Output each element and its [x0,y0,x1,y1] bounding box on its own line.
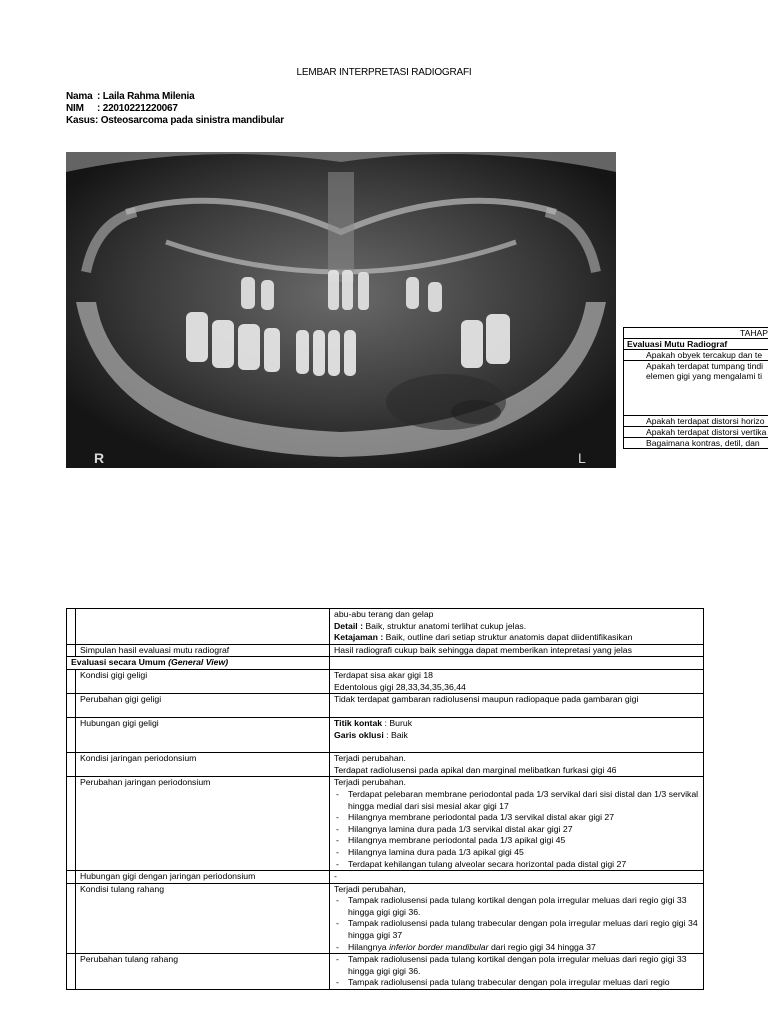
list-item: - Hilangnya lamina dura pada 1/3 servikal distal akar gigi 27 [334,824,699,836]
list-item: - Terdapat pelebaran membrane periodontal pada 1/3 servikal dari sisi distal dan 1/3 servikal hingga medial dari sisi mesial akar gigi 17 [334,789,699,812]
patient-info [66,91,284,127]
table-row: Perubahan jaringan periodonsium Terjadi perubahan. - Terdapat pelebaran membrane periodontal pada 1/3 servikal dari sisi distal dan 1/3 servikal hingga medial dari sisi mesial akar gigi 17 - Hilangnya membrane periodontal pada 1/3 servikal distal akar gigi 27 - Hilangnya lamina dura pada 1/3 servikal distal akar gigi 27 - Hilangnya membrane periodontal pada 1/3 apikal gigi 45 - Hilangnya lamina dura pada 1/3 apikal gigi 45 - Terdapat kehilangan tulang alveolar secara horizontal pada distal gigi 27 [67,777,704,871]
table-row: Kondisi gigi geligi Terdapat sisa akar gigi 18 Edentolous gigi 28,33,34,35,36,44 [67,669,704,693]
partial-row: Apakah obyek tercakup dan te [624,350,768,361]
partial-table-header: TAHAP [624,328,768,339]
table-row: Hubungan gigi dengan jaringan periodonsium - [67,871,704,884]
list-item: - Hilangnya lamina dura pada 1/3 apikal gigi 45 [334,847,699,859]
panoramic-radiograph [66,152,616,468]
nim-label: NIM [66,103,84,114]
partial-row: Apakah terdapat distorsi vertika [624,427,768,438]
nama-label: Nama [66,91,93,102]
kasus-value: : Osteosarcoma pada sinistra mandibular [95,115,284,126]
list-item: - Tampak radiolusensi pada tulang kortikal dengan pola irregular meluas dari regio gigi 33 hingga gigi gigi 36. [334,895,699,918]
partial-table-section: Evaluasi Mutu Radiograf [624,339,768,350]
partial-row: Apakah terdapat tumpang tindi elemen gigi yang mengalami ti [624,361,768,416]
table-row [67,644,704,657]
section-general-view: Evaluasi secara Umum (General View) [67,657,330,670]
simpulan-label: Simpulan hasil evaluasi mutu radiograf [76,644,330,657]
table-row: abu-abu terang dan gelap Detail : Baik, struktur anatomi terlihat cukup jelas. Ketajaman : Baik, outline dari setiap struktur anatomis dapat diidentifikasikan [67,609,704,645]
interpretation-table [66,608,704,990]
list-item: - Hilangnya membrane periodontal pada 1/3 apikal gigi 45 [334,835,699,847]
list-item: - Tampak radiolusensi pada tulang trabecular dengan pola irregular meluas dari regio gigi 34 hingga gigi 37 [334,918,699,941]
list-item: - Terdapat kehilangan tulang alveolar secara horizontal pada distal gigi 27 [334,859,699,871]
table-row: Kondisi tulang rahang Terjadi perubahan, - Tampak radiolusensi pada tulang kortikal dengan pola irregular meluas dari regio gigi 33 hingga gigi gigi 36. - Tampak radiolusensi pada tulang trabecular dengan pola irregular meluas dari regio gigi 34 hingga gigi 37 - Hilangnya inferior border mandibular dari regio gigi 34 hingga 37 [67,883,704,954]
list-item: - Hilangnya inferior border mandibular dari regio gigi 34 hingga 37 [334,942,699,954]
xray-right-marker: R [94,450,105,466]
list-item: - Tampak radiolusensi pada tulang kortikal dengan pola irregular meluas dari regio gigi 33 hingga gigi gigi 36. [334,954,699,977]
table-row [67,657,704,670]
table-row: Hubungan gigi geligi Titik kontak : Buruk Garis oklusi : Baik [67,718,704,753]
table-row: Perubahan tulang rahang - Tampak radiolusensi pada tulang kortikal dengan pola irregular meluas dari regio gigi 33 hingga gigi gigi 36. - Tampak radiolusensi pada tulang trabecular dengan pola irregular meluas dari regio [67,954,704,990]
evaluation-table-partial [623,327,768,449]
document-title: LEMBAR INTERPRETASI RADIOGRAFI [296,67,472,78]
table-row: Kondisi jaringan periodonsium Terjadi perubahan. Terdapat radiolusensi pada apikal dan marginal melibatkan furkasi gigi 46 [67,753,704,777]
simpulan-value: Hasil radiografi cukup baik sehingga dapat memberikan intepretasi yang jelas [330,644,704,657]
list-item: - Hilangnya membrane periodontal pada 1/3 servikal distal akar gigi 27 [334,812,699,824]
xray-left-marker: L [578,450,586,466]
list-item: - Tampak radiolusensi pada tulang trabecular dengan pola irregular meluas dari regio [334,977,699,989]
nama-value: : Laila Rahma Milenia [97,91,195,102]
partial-row: Bagaimana kontras, detil, dan [624,438,768,449]
partial-row: Apakah terdapat distorsi horizo [624,416,768,427]
table-row: Perubahan gigi geligi Tidak terdapat gambaran radiolusensi maupun radiopaque pada gambaran gigi [67,694,704,718]
kasus-label: Kasus [66,115,96,126]
nim-value: : 22010221220067 [97,103,178,114]
